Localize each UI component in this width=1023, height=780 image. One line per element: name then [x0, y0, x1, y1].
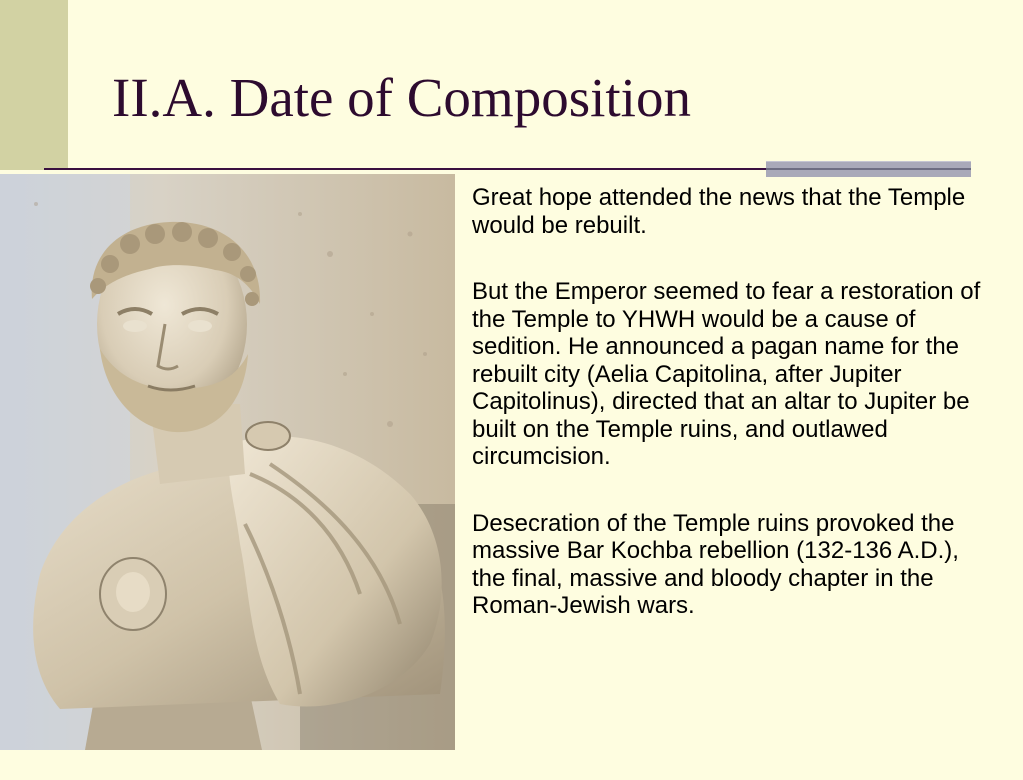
brooch — [246, 422, 290, 450]
paragraph-1: Great hope attended the news that the Temple would be rebuilt. — [472, 184, 966, 239]
paragraph-3: Desecration of the Temple ruins provoked the massive Bar Kochba rebellion (132-136 A.D.), the final, massive and bloody chapter in the Roman-Jewish wars. — [472, 509, 959, 619]
body-text — [472, 184, 992, 659]
divider-accent-line — [766, 168, 971, 170]
marble-bust-image — [0, 174, 455, 750]
slide-title: II.A. Date of Composition — [112, 67, 691, 128]
side-accent-bar — [0, 0, 68, 170]
eye-right — [188, 320, 212, 332]
paragraph-2: But the Emperor seemed to fear a restoration of the Temple to YHWH would be a cause of sedition. He announced a pagan name for the rebuilt city (Aelia Capitolina, after Jupiter Capitolinus), directed that an altar to Jupiter be built on the Temple ruins, and outlawed circumcision. — [472, 278, 981, 470]
eye-left — [123, 320, 147, 332]
bust-photo — [0, 174, 455, 750]
